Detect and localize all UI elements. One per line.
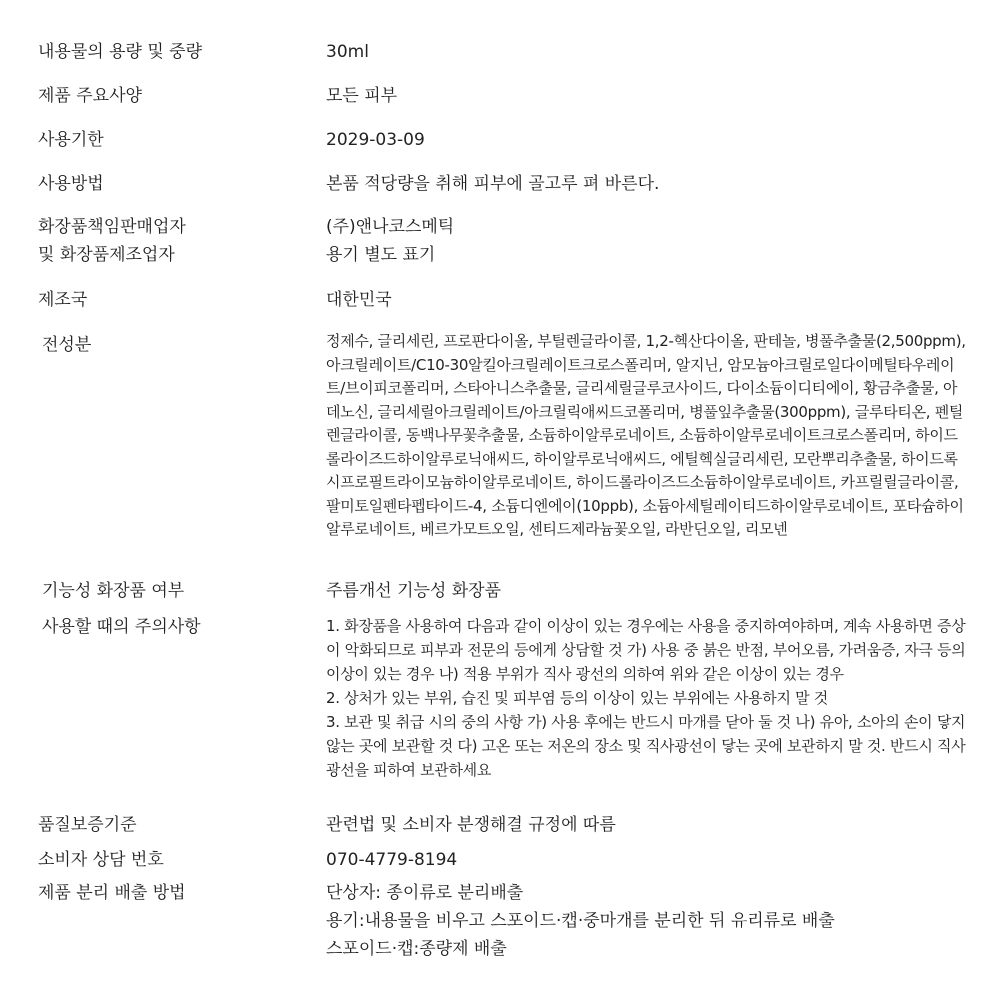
label-expiry: 사용기한 — [38, 130, 104, 150]
value-disposal: 단상자: 종이류로 분리배출 용기:내용물을 비우고 스포이드·캡·중마개를 분리한 뒤 유리류로 배출 스포이드·캡:종량제 배출 — [326, 883, 835, 959]
label-volume: 내용물의 용량 및 중량 — [38, 42, 203, 62]
label-functional: 기능성 화장품 여부 — [42, 581, 185, 601]
value-ingredients: 정제수, 글리세린, 프로판다이올, 부틸렌글라이콜, 1,2-헥산다이올, 판테놀, 병풀추출물(2,500ppm), 아크릴레이트/C10-30알킬아크릴레이트크로스폴리머, 알지닌, 암모늄아크릴로일다이메틸타우레이트/브이피코폴리머, 스타아니스추출물, 글리세릴글루코사이드, 다이소듐이디티에이, 황금추출물, 아데노신, 글리세릴아크릴레이트/아크릴릭애씨드코폴리머, 병풀잎추출물(300ppm), 글루타티온, 펜틸렌글라이콜, 동백나무꽃추출물, 소듐하이알루로네이트, 소듐하이알루로네이트크로스폴리머, 하이드롤라이즈드하이알루로닉애씨드, 하이알루로닉애씨드, 에틸헥실글리세린, 모란뿌리추출물, 하이드록시프로필트라이모늄하이알루로네이트, 하이드롤라이즈드소듐하이알루로네이트, 카프릴릴글라이콜, 팔미토일펜타펩타이드-4, 소듐디엔에이(10ppb), 소듐아세틸레이티드하이알루로네이트, 포타슘하이알루로네이트, 베르가모트오일, 센티드제라늄꽃오일, 라반딘오일, 리모넨 — [326, 332, 966, 538]
label-spec: 제품 주요사양 — [38, 86, 142, 106]
label-precautions: 사용할 때의 주의사항 — [42, 617, 201, 637]
value-spec: 모든 피부 — [326, 86, 398, 106]
label-manufacturer: 화장품책임판매업자 및 화장품제조업자 — [38, 217, 186, 265]
label-contact: 소비자 상담 번호 — [38, 850, 164, 870]
value-functional: 주름개선 기능성 화장품 — [326, 581, 502, 601]
label-ingredients: 전성분 — [42, 335, 92, 355]
label-quality: 품질보증기준 — [38, 815, 137, 835]
value-manufacturer: (주)앤나코스메틱 용기 별도 표기 — [326, 217, 455, 265]
value-usage: 본품 적당량을 취해 피부에 골고루 펴 바른다. — [326, 174, 660, 194]
value-contact: 070-4779-8194 — [326, 850, 458, 870]
value-quality: 관련법 및 소비자 분쟁해결 규정에 따름 — [326, 815, 616, 835]
value-country: 대한민국 — [326, 290, 392, 310]
value-expiry: 2029-03-09 — [326, 130, 425, 150]
value-precautions: 1. 화장품을 사용하여 다음과 같이 이상이 있는 경우에는 사용을 중지하여야하며, 계속 사용하면 증상이 악화되므로 피부과 전문의 등에게 상담할 것 가) 사용 중 붉은 반점, 부어오름, 가려움증, 자극 등의 이상이 있는 경우 나) 적용 부위가 직사 광선의 의하여 위와 같은 이상이 있는 경우 2. 상처가 있는 부위, 습진 및 피부염 등의 이상이 있는 부위에는 사용하지 말 것 3. 보관 및 취급 시의 중의 사항 가) 사용 후에는 반드시 마개를 닫아 둘 것 나) 유아, 소아의 손이 닿지 않는 곳에 보관할 것 다) 고온 또는 저온의 장소 및 직사광선이 닿는 곳에 보관하지 말 것. 반드시 직사광선을 피하여 보관하세요 — [326, 617, 966, 779]
value-volume: 30ml — [326, 42, 369, 62]
label-disposal: 제품 분리 배출 방법 — [38, 883, 186, 903]
label-country: 제조국 — [38, 290, 88, 310]
label-usage: 사용방법 — [38, 174, 104, 194]
